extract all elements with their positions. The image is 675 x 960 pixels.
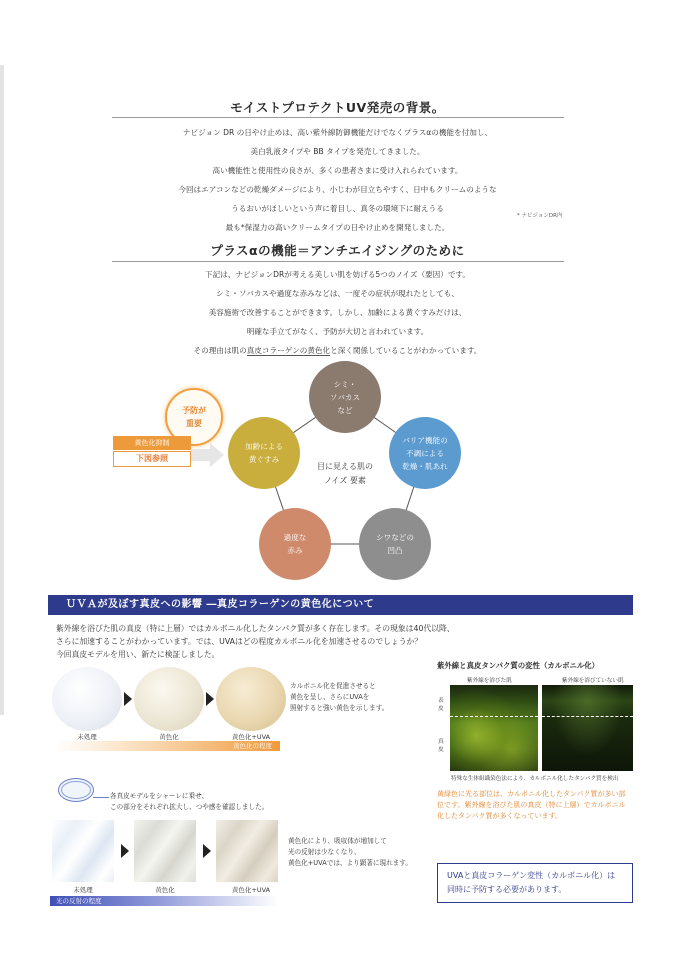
dish-note: [110, 791, 268, 813]
uva-intro-line: 紫外線を浴びた肌の真皮（特に上層）ではカルボニル化したタンパク質が多く存在します。その現象は40代以降、: [56, 624, 455, 633]
row2-note: [288, 836, 412, 869]
boundary-dashed-line: [450, 716, 538, 717]
uva-intro-line: さらに加速することがわかっています。では、UVAはどの程度カルボニル化を加速させるのでしょうか？: [56, 637, 423, 646]
texture-untreated: [52, 820, 114, 882]
sample-untreated: [52, 667, 122, 731]
node-redness-label: 過度な 赤み: [283, 533, 307, 555]
micrograph-uv-unexposed: [542, 685, 633, 771]
reason-text-post: と深く関係していることがわかっています。: [330, 346, 482, 355]
reason-underlined: 真皮コラーゲンの黄色化: [246, 346, 331, 355]
row2-note-line: 黄色化により、吸収体が増加して: [288, 837, 387, 845]
row2-note-line: 黄色化+UVAでは、より顕著に現れます。: [288, 859, 412, 867]
node-wrinkles: [359, 508, 431, 580]
section1-line: 最も*保湿力の高いクリームタイプの日やけ止めを開発しました。: [225, 223, 450, 232]
triangle-arrow-icon: [203, 844, 211, 858]
sample-yellowed: [134, 667, 204, 731]
section2-line: 下記は、ナビジョンDRが考える美しい肌を妨げる5つのノイズ（要因）です。: [204, 270, 471, 279]
yellowing-degree-bar: 黄色化の程度: [55, 741, 280, 751]
diagram-center-label: 目に見える肌の ノイズ 要素: [317, 462, 373, 485]
triangle-arrow-icon: [206, 692, 214, 706]
node-wrinkles-label: シワなどの 凹凸: [376, 533, 414, 555]
section2-heading: プラスαの機能＝アンチエイジングのために: [210, 243, 465, 258]
yellowing-suppression-tag: 黄色化抑制: [113, 436, 191, 450]
conclusion-line: 同時に予防する必要があります。: [447, 885, 567, 894]
petri-dish-inner: [61, 781, 91, 799]
section1-line: ナビジョン DR の日やけ止めは、高い紫外線防御機能だけでなくプラスαの機能を付加し、: [182, 128, 493, 137]
caption-yellowed-2: 黄色化: [155, 886, 175, 894]
node-spots: [309, 361, 381, 433]
node-barrier: [389, 417, 461, 489]
figure-caption: 特殊な生体組織染色法により、カルボニル化したタンパク質を検出: [451, 776, 619, 782]
node-barrier-label: バリア機能の 不調による 乾燥・肌あれ: [402, 435, 448, 471]
uva-section-banner: ＵＶＡが及ぼす真皮への影響 ―真皮コラーゲンの黄色化について: [48, 595, 633, 615]
magnify-pointer-line: [93, 797, 109, 798]
figure-explanation-line: 化したタンパク質が多くなっています。: [437, 812, 562, 820]
row1-note-line: 黄色を呈し、さらにUVAを: [290, 693, 370, 701]
texture-yellowed: [134, 820, 196, 882]
uva-intro-line: 今回真皮モデルを用い、新たに検証しました。: [56, 650, 220, 659]
section1-line: うるおいがほしいという声に着目し、真冬の環境下に耐えうる: [231, 204, 444, 213]
texture-yellowed-uva: [216, 820, 278, 882]
boundary-dashed-line: [542, 716, 633, 717]
triangle-arrow-icon: [124, 692, 132, 706]
triangle-arrow-icon: [121, 844, 129, 858]
row1-note-line: カルボニル化を促進させると: [290, 682, 376, 690]
label-dermis: 真皮: [438, 739, 444, 753]
caption-yellowed-uva: 黄色化+UVA: [231, 733, 271, 741]
reflection-degree-bar: 光の反射の程度: [50, 896, 278, 906]
reason-text-pre: その理由は肌の: [193, 346, 247, 355]
figure-explanation-line: 位です。紫外線を浴びた肌の真皮（特に上層）でカルボニル: [437, 801, 626, 809]
label-uv-exposed: 紫外線を浴びた肌: [467, 678, 512, 684]
sample-yellowed-uva: [216, 667, 286, 731]
conclusion-box: [437, 863, 633, 903]
node-redness: [259, 508, 331, 580]
section2-line: シミ・ソバカスや過度な赤みなどは、一度その症状が現れたとしても、: [216, 289, 459, 298]
node-yellowing-label: 加齢による 黄ぐすみ: [245, 442, 283, 464]
section1-line: 美白乳液タイプや BB タイプを発売してきました。: [250, 147, 425, 156]
caption-untreated-2: 未処理: [73, 886, 93, 894]
figure-explanation: [437, 789, 626, 822]
caption-yellowed: 黄色化: [159, 733, 179, 741]
row1-note-line: 照射すると強い黄色を示します。: [290, 704, 389, 712]
uva-intro: [56, 622, 636, 661]
label-uv-unexposed: 紫外線を浴びていない肌: [562, 678, 624, 684]
conclusion-line: UVAと真皮コラーゲン変性（カルボニル化）は: [447, 871, 616, 880]
caption-yellowed-uva-2: 黄色化+UVA: [231, 886, 271, 894]
section1-heading: モイストプロテクトUV発売の背景。: [230, 100, 445, 115]
footnote: * ナビジョンDR内: [517, 213, 563, 219]
see-figure-link[interactable]: 下図参照: [113, 451, 191, 467]
section2-line: 明確な手立てがなく、予防が大切と言われています。: [246, 327, 429, 336]
figure-explanation-line: 黄緑色に光る部位は、カルボニル化したタンパク質が多い部: [437, 790, 626, 798]
label-epidermis: 表皮: [438, 698, 444, 712]
micrograph-uv-exposed: [450, 685, 538, 771]
prevention-badge: 予防が 重要: [165, 388, 223, 446]
section1-line: 高い機能性と使用性の良さが、多くの患者さまに受け入れられています。: [212, 166, 463, 175]
row1-note: [290, 681, 388, 714]
arrow-shaft: [191, 449, 211, 461]
caption-untreated: 未処理: [77, 733, 97, 741]
section1-line: 今回はエアコンなどの乾燥ダメージにより、小じわが目立ちやすく、日中もクリームのような: [178, 185, 497, 194]
arrow-right-icon: [210, 443, 224, 467]
section2-line: 美容施術で改善することができます。しかし、加齢による黄ぐすみだけは、: [208, 308, 467, 317]
node-spots-label: シミ・ ソバカス など: [329, 379, 361, 415]
dish-note-line: この部分をそれぞれ拡大し、つや感を確認しました。: [110, 803, 269, 811]
figure-title: 紫外線と真皮タンパク質の変性（カルボニル化）: [437, 661, 600, 670]
row2-note-line: 光の反射は少なくなり、: [288, 848, 361, 856]
node-yellowing: [228, 417, 300, 489]
dish-note-line: 各真皮モデルをシャーレに乗せ、: [110, 792, 209, 800]
